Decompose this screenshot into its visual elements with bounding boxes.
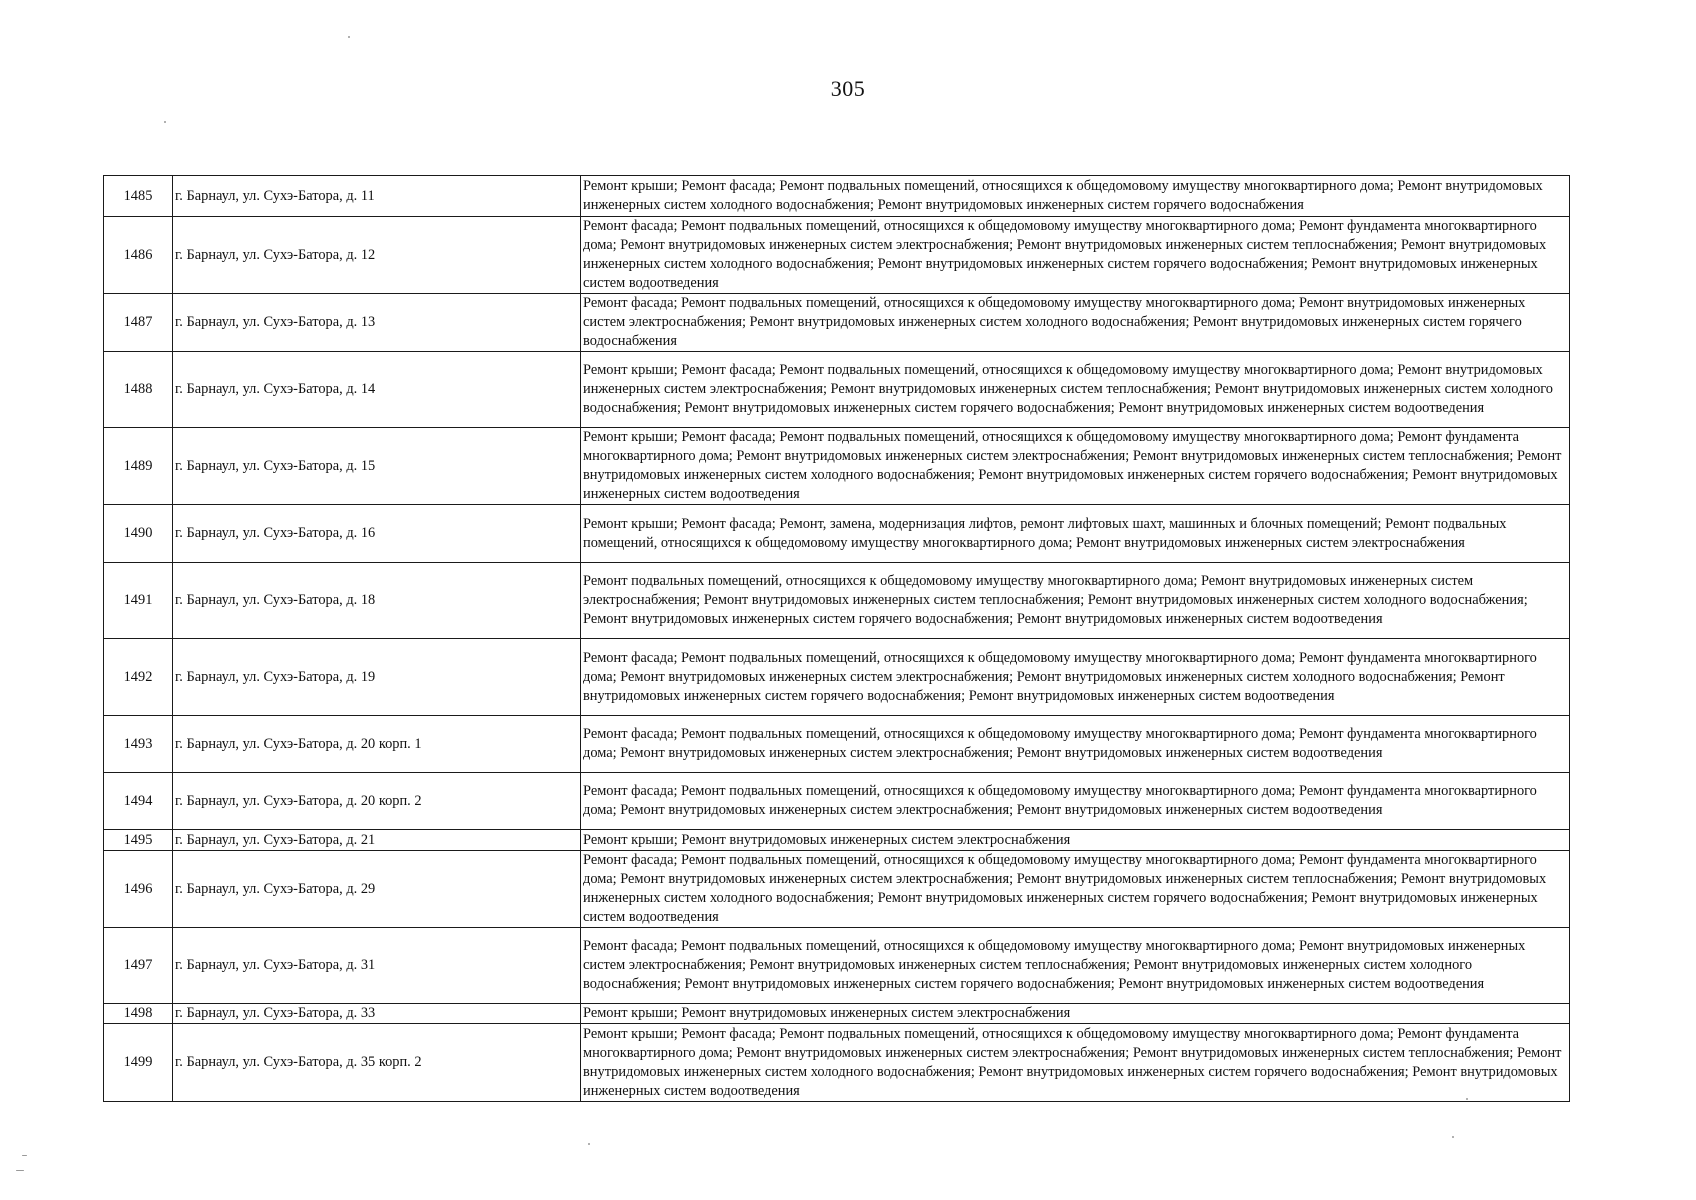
scan-speck — [22, 1155, 27, 1156]
table-row — [104, 1004, 1570, 1024]
row-works: Ремонт фасада; Ремонт подвальных помещений, относящихся к общедомовому имуществу многоквартирного дома; Ремонт фундамента многоквартирного дома; Ремонт внутридомовых инженерных систем электроснабжения; Ремонт внутридомовых инженерных систем теплоснабжения; Ремонт внутридомовых инженерных систем холодного водоснабжения; Ремонт внутридомовых инженерных систем горячего водоснабжения; Ремонт внутридомовых инженерных систем водоотведения — [581, 217, 1570, 294]
registry-body — [104, 176, 1570, 1102]
row-address: г. Барнаул, ул. Сухэ-Батора, д. 18 — [173, 563, 581, 639]
row-number: 1496 — [104, 851, 173, 928]
row-number: 1495 — [104, 830, 173, 851]
row-works: Ремонт фасада; Ремонт подвальных помещений, относящихся к общедомовому имуществу многоквартирного дома; Ремонт фундамента многоквартирного дома; Ремонт внутридомовых инженерных систем электроснабжения; Ремонт внутридомовых инженерных систем водоотведения — [581, 716, 1570, 773]
row-address: г. Барнаул, ул. Сухэ-Батора, д. 12 — [173, 217, 581, 294]
row-number: 1494 — [104, 773, 173, 830]
row-number: 1490 — [104, 505, 173, 563]
table-row — [104, 176, 1570, 217]
row-address: г. Барнаул, ул. Сухэ-Батора, д. 11 — [173, 176, 581, 217]
row-works: Ремонт крыши; Ремонт фасада; Ремонт подвальных помещений, относящихся к общедомовому имуществу многоквартирного дома; Ремонт фундамента многоквартирного дома; Ремонт внутридомовых инженерных систем электроснабжения; Ремонт внутридомовых инженерных систем теплоснабжения; Ремонт внутридомовых инженерных систем холодного водоснабжения; Ремонт внутридомовых инженерных систем горячего водоснабжения; Ремонт внутридомовых инженерных систем водоотведения — [581, 428, 1570, 505]
row-works: Ремонт фасада; Ремонт подвальных помещений, относящихся к общедомовому имуществу многоквартирного дома; Ремонт фундамента многоквартирного дома; Ремонт внутридомовых инженерных систем электроснабжения; Ремонт внутридомовых инженерных систем водоотведения — [581, 773, 1570, 830]
scan-speck — [588, 1143, 590, 1145]
scan-speck — [16, 1170, 24, 1171]
table-row — [104, 428, 1570, 505]
table-row — [104, 563, 1570, 639]
row-address: г. Барнаул, ул. Сухэ-Батора, д. 14 — [173, 352, 581, 428]
table-row — [104, 294, 1570, 352]
row-address: г. Барнаул, ул. Сухэ-Батора, д. 33 — [173, 1004, 581, 1024]
row-number: 1497 — [104, 928, 173, 1004]
row-works: Ремонт фасада; Ремонт подвальных помещений, относящихся к общедомовому имуществу многоквартирного дома; Ремонт фундамента многоквартирного дома; Ремонт внутридомовых инженерных систем электроснабжения; Ремонт внутридомовых инженерных систем холодного водоснабжения; Ремонт внутридомовых инженерных систем горячего водоснабжения; Ремонт внутридомовых инженерных систем водоотведения — [581, 639, 1570, 716]
scan-speck — [164, 121, 166, 123]
page-number: 305 — [830, 76, 866, 101]
scan-speck — [1452, 1136, 1454, 1138]
table-row — [104, 716, 1570, 773]
row-works: Ремонт крыши; Ремонт внутридомовых инженерных систем электроснабжения — [581, 830, 1570, 851]
row-works: Ремонт крыши; Ремонт внутридомовых инженерных систем электроснабжения — [581, 1004, 1570, 1024]
table-row — [104, 217, 1570, 294]
table-row — [104, 505, 1570, 563]
row-address: г. Барнаул, ул. Сухэ-Батора, д. 19 — [173, 639, 581, 716]
row-works: Ремонт крыши; Ремонт фасада; Ремонт подвальных помещений, относящихся к общедомовому имуществу многоквартирного дома; Ремонт фундамента многоквартирного дома; Ремонт внутридомовых инженерных систем электроснабжения; Ремонт внутридомовых инженерных систем теплоснабжения; Ремонт внутридомовых инженерных систем холодного водоснабжения; Ремонт внутридомовых инженерных систем горячего водоснабжения; Ремонт внутридомовых инженерных систем водоотведения — [581, 1024, 1570, 1102]
row-address: г. Барнаул, ул. Сухэ-Батора, д. 29 — [173, 851, 581, 928]
table-row — [104, 830, 1570, 851]
row-address: г. Барнаул, ул. Сухэ-Батора, д. 20 корп. 1 — [173, 716, 581, 773]
row-number: 1493 — [104, 716, 173, 773]
row-number: 1499 — [104, 1024, 173, 1102]
row-works: Ремонт крыши; Ремонт фасада; Ремонт подвальных помещений, относящихся к общедомовому имуществу многоквартирного дома; Ремонт внутридомовых инженерных систем электроснабжения; Ремонт внутридомовых инженерных систем теплоснабжения; Ремонт внутридомовых инженерных систем холодного водоснабжения; Ремонт внутридомовых инженерных систем горячего водоснабжения; Ремонт внутридомовых инженерных систем водоотведения — [581, 352, 1570, 428]
table-row — [104, 352, 1570, 428]
row-number: 1489 — [104, 428, 173, 505]
table-row — [104, 851, 1570, 928]
row-address: г. Барнаул, ул. Сухэ-Батора, д. 31 — [173, 928, 581, 1004]
row-address: г. Барнаул, ул. Сухэ-Батора, д. 13 — [173, 294, 581, 352]
row-number: 1487 — [104, 294, 173, 352]
scan-speck — [1466, 1098, 1468, 1100]
row-number: 1492 — [104, 639, 173, 716]
row-works: Ремонт фасада; Ремонт подвальных помещений, относящихся к общедомовому имуществу многоквартирного дома; Ремонт фундамента многоквартирного дома; Ремонт внутридомовых инженерных систем электроснабжения; Ремонт внутридомовых инженерных систем теплоснабжения; Ремонт внутридомовых инженерных систем холодного водоснабжения; Ремонт внутридомовых инженерных систем горячего водоснабжения; Ремонт внутридомовых инженерных систем водоотведения — [581, 851, 1570, 928]
table-row — [104, 773, 1570, 830]
row-address: г. Барнаул, ул. Сухэ-Батора, д. 16 — [173, 505, 581, 563]
row-works: Ремонт фасада; Ремонт подвальных помещений, относящихся к общедомовому имуществу многоквартирного дома; Ремонт внутридомовых инженерных систем электроснабжения; Ремонт внутридомовых инженерных систем теплоснабжения; Ремонт внутридомовых инженерных систем холодного водоснабжения; Ремонт внутридомовых инженерных систем горячего водоснабжения; Ремонт внутридомовых инженерных систем водоотведения — [581, 928, 1570, 1004]
row-works: Ремонт фасада; Ремонт подвальных помещений, относящихся к общедомовому имуществу многоквартирного дома; Ремонт внутридомовых инженерных систем электроснабжения; Ремонт внутридомовых инженерных систем холодного водоснабжения; Ремонт внутридомовых инженерных систем горячего водоснабжения — [581, 294, 1570, 352]
row-works: Ремонт крыши; Ремонт фасада; Ремонт, замена, модернизация лифтов, ремонт лифтовых шахт, машинных и блочных помещений; Ремонт подвальных помещений, относящихся к общедомовому имуществу многоквартирного дома; Ремонт внутридомовых инженерных систем электроснабжения — [581, 505, 1570, 563]
table-row — [104, 1024, 1570, 1102]
row-number: 1488 — [104, 352, 173, 428]
table-row — [104, 639, 1570, 716]
row-address: г. Барнаул, ул. Сухэ-Батора, д. 15 — [173, 428, 581, 505]
row-address: г. Барнаул, ул. Сухэ-Батора, д. 21 — [173, 830, 581, 851]
row-works: Ремонт подвальных помещений, относящихся к общедомовому имуществу многоквартирного дома; Ремонт внутридомовых инженерных систем электроснабжения; Ремонт внутридомовых инженерных систем теплоснабжения; Ремонт внутридомовых инженерных систем холодного водоснабжения; Ремонт внутридомовых инженерных систем горячего водоснабжения; Ремонт внутридомовых инженерных систем водоотведения — [581, 563, 1570, 639]
row-number: 1491 — [104, 563, 173, 639]
row-number: 1498 — [104, 1004, 173, 1024]
repair-registry-table — [103, 175, 1570, 1102]
table-row — [104, 928, 1570, 1004]
row-number: 1486 — [104, 217, 173, 294]
row-address: г. Барнаул, ул. Сухэ-Батора, д. 35 корп. 2 — [173, 1024, 581, 1102]
row-address: г. Барнаул, ул. Сухэ-Батора, д. 20 корп. 2 — [173, 773, 581, 830]
scan-speck — [348, 36, 350, 38]
row-works: Ремонт крыши; Ремонт фасада; Ремонт подвальных помещений, относящихся к общедомовому имуществу многоквартирного дома; Ремонт внутридомовых инженерных систем холодного водоснабжения; Ремонт внутридомовых инженерных систем горячего водоснабжения — [581, 176, 1570, 217]
row-number: 1485 — [104, 176, 173, 217]
